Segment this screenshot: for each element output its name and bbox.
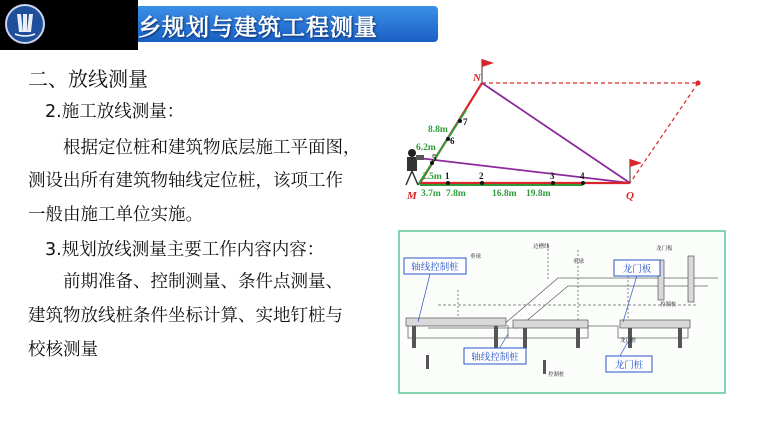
small-label-plumb-mid: 垂球 — [573, 259, 585, 265]
flag-q-icon — [630, 159, 642, 183]
label-m: M — [407, 190, 417, 202]
para1-line-3: 一般由施工单位实施。 — [28, 205, 203, 225]
label-point-1: 1 — [445, 171, 450, 181]
label-point-5: 5 — [432, 153, 437, 163]
logo-area — [0, 0, 138, 50]
para1-line-2: 测设出所有建筑物轴线定位桩，该项工作 — [28, 171, 343, 191]
university-logo-icon — [5, 4, 45, 44]
label-2-5m: 2.5m — [422, 172, 442, 182]
point-4 — [581, 181, 585, 185]
label-6-2m: 6.2m — [416, 143, 436, 153]
label-q: Q — [626, 190, 634, 202]
small-label-plumb-top: 垂球 — [470, 254, 482, 260]
point-1 — [446, 181, 450, 185]
label-point-3: 3 — [550, 171, 555, 181]
stakeout-diagram — [398, 55, 718, 205]
label-point-6: 6 — [450, 136, 455, 146]
callout-axis-control-stake-top — [404, 258, 466, 274]
para1-line-1: 根据定位桩和建筑物底层施工平面图， — [63, 138, 361, 158]
label-19-8m: 19.8m — [526, 189, 551, 199]
svg-text:轴线控制桩: 轴线控制桩 — [411, 262, 459, 273]
label-8-8m: 8.8m — [428, 125, 448, 135]
svg-text:轴线控制桩: 轴线控制桩 — [471, 352, 519, 363]
label-point-2: 2 — [479, 171, 484, 181]
label-3-7m: 3.7m — [421, 189, 441, 199]
point-2 — [480, 181, 484, 185]
title-bar — [138, 6, 438, 42]
svg-text:龙门桩: 龙门桩 — [614, 360, 644, 371]
subsection-2-heading: 3.规划放线测量主要工作内容内容： — [45, 240, 325, 260]
logo-emblem-icon — [7, 6, 43, 42]
small-label-batter-board: 龙门板 — [656, 246, 673, 252]
corner-point — [696, 81, 701, 86]
callout-axis-control-stake-bottom — [464, 348, 526, 364]
callout-batter-board — [614, 260, 660, 276]
point-3 — [551, 181, 555, 185]
label-7-8m: 7.8m — [446, 189, 466, 199]
page-title: 乡规划与建筑工程测量 — [138, 15, 378, 41]
para2-line-2: 建筑物放线桩条件坐标计算、实地钉桩与 — [28, 306, 343, 326]
point-7 — [458, 119, 462, 123]
dashed-line-right — [630, 83, 698, 183]
figure-frame — [399, 231, 725, 393]
label-point-7: 7 — [463, 117, 468, 127]
small-label-batter-stake: 龙门桩 — [620, 338, 637, 344]
para2-line-3: 校核测量 — [28, 340, 98, 360]
callout-batter-stake — [606, 356, 652, 372]
subsection-1-heading: 2.施工放线测量： — [45, 102, 185, 122]
label-n: N — [473, 72, 481, 84]
svg-text:龙门板: 龙门板 — [622, 264, 652, 275]
small-label-control-stake-right: 控制桩 — [660, 302, 677, 308]
small-label-control-stake-bottom: 控制桩 — [548, 372, 565, 378]
section-heading: 二、放线测量 — [28, 67, 148, 91]
small-label-edge-line: 边槽线 — [533, 244, 550, 250]
batter-board-figure — [398, 230, 726, 394]
flag-n-icon — [482, 59, 494, 83]
label-point-4: 4 — [580, 171, 585, 181]
para2-line-1: 前期准备、控制测量、条件点测量、 — [63, 272, 343, 292]
label-16-8m: 16.8m — [492, 189, 517, 199]
